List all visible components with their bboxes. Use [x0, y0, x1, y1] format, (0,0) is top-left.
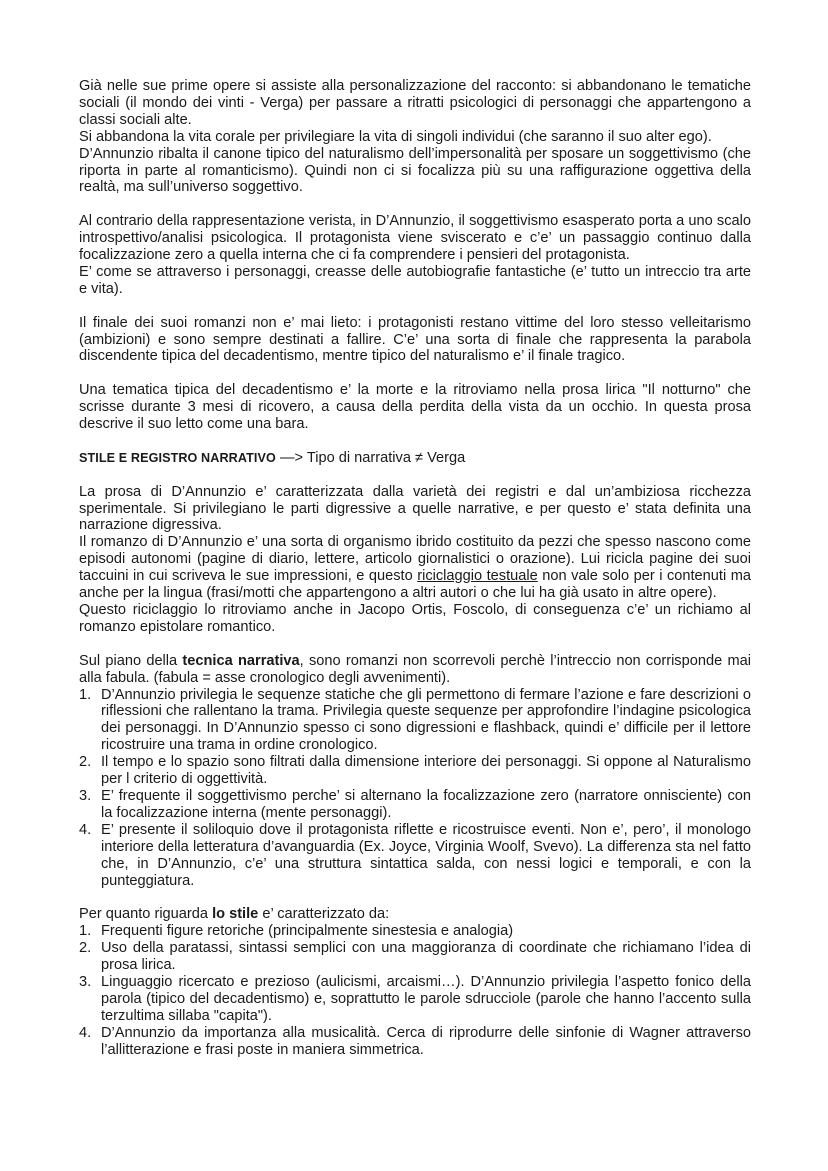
intro-paragraph-1: Già nelle sue prime opere si assiste alla personalizzazione del racconto: si abbandonano le tematiche sociali (il mondo dei vinti - Verga) per passare a ritratti psicologici di personaggi che appartengono a classi sociali alte. [79, 78, 751, 128]
spacer [79, 196, 751, 213]
tecnica-intro-end: , sono romanzi non scorrevoli perchè l’intreccio non corrisponde mai alla fabula. (fabula = asse cronologico degli avvenimenti). [79, 652, 751, 686]
intro-paragraph-2: Si abbandona la vita corale per privilegiare la vita di singoli individui (che saranno il suo alter ego). [79, 128, 712, 145]
stile-intro-end: e’ caratterizzato da: [258, 906, 390, 923]
stile-paragraph-2-end: non vale solo per i contenuti ma anche per la lingua (frasi/motti che appartengono a altri autori o che lui ha già usato in altre opere). [79, 568, 751, 602]
spacer [79, 433, 751, 450]
list-number: 2. [79, 754, 92, 771]
spacer [79, 298, 751, 315]
list-number: 1. [79, 686, 92, 703]
list-item-text: E’ presente il soliloquio dove il protagonista riflette e ricostruisce eventi. Non e’, pero’, il monologo interiore della letteratura d’avanguardia (Ex. Joyce, Virginia Woolf, Svevo). La differenza sta nel fatto che, in D’Annunzio, c’e’ una struttura sintattica salda, con nessi logici e temporali, e con la punteggiatura. [101, 821, 751, 889]
intro-paragraph-6: Il finale dei suoi romanzi non e’ mai lieto: i protagonisti restano vittime del loro stesso velleitarismo (ambizioni) e sono sempre destinati a fallire. C’e’ una sorta di finale che rappresenta la parabola discendente tipica del decadentismo, mentre tipico del naturalismo e’ il finale tragico. [79, 314, 751, 365]
list-number: 4. [79, 1024, 92, 1041]
list-item-text: D’Annunzio privilegia le sequenze statiche che gli permettono di fermare l’azione e fare descrizioni o riflessioni che rallentano la trama. Privilegia queste sequenze per approfondire l’indagine psicologica dei personaggi. In D’Annunzio spesso ci sono digressioni e flashback, quindi e’ difficile per il lettore ricostruire una trama in ordine cronologico. [101, 686, 751, 754]
list-item-text: D’Annunzio da importanza alla musicalità. Cerca di riprodurre delle sinfonie di Wagner attraverso l’allitterazione e frasi poste in maniera simmetrica. [101, 1024, 751, 1058]
spacer [79, 636, 751, 653]
tecnica-intro-start: Sul piano della [79, 652, 183, 669]
spacer [79, 889, 751, 906]
underlined-term: riciclaggio testuale [417, 568, 538, 585]
intro-paragraph-7: Una tematica tipica del decadentismo e’ la morte e la ritroviamo nella prosa lirica "Il notturno" che scrisse durante 3 mesi di ricovero, a causa della perdita della vista da un occhio. In questa prosa descrive il suo letto come una bara. [79, 382, 751, 433]
list-item [79, 923, 751, 940]
list-item-text: Linguaggio ricercato e prezioso (aulicismi, arcaismi…). D’Annunzio privilegia l’aspetto fonico della parola (tipico del decadentismo) e, soprattutto le parole sdrucciole (parole che hanno l’accento sulla terzultima sillaba "capita"). [101, 973, 751, 1024]
section-heading [79, 450, 751, 467]
tecnica-intro [79, 653, 751, 687]
intro-paragraph-3: D’Annunzio ribalta il canone tipico del naturalismo dell’impersonalità per sposare un soggettivismo (che riporta in parte al romanticismo). Quindi non ci si focalizza più su una raffigurazione oggettiva della realtà, ma sull’universo soggettivo. [79, 145, 751, 196]
list-item [79, 754, 751, 788]
intro-paragraph-4: Al contrario della rappresentazione verista, in D’Annunzio, il soggettivismo esasperato porta a uno scalo introspettivo/analisi psicologica. Il protagonista viene sviscerato e c’e’ un passaggio continuo dalla focalizzazione zero a quella interna che ci fa comprendere i pensieri del protagonista. [79, 213, 751, 264]
tecnica-intro-bold: tecnica narrativa [182, 652, 300, 669]
list-item-text: E’ frequente il soggettivismo perche’ si alternano la focalizzazione zero (narratore onnisciente) con la focalizzazione interna (mente personaggi). [101, 787, 751, 821]
list-item-text: Il tempo e lo spazio sono filtrati dalla dimensione interiore dei personaggi. Si oppone al Naturalismo per l criterio di oggettività. [101, 754, 751, 788]
list-item-text: Frequenti figure retoriche (principalmente sinestesia e analogia) [101, 923, 514, 940]
stile-paragraph-1: La prosa di D’Annunzio e’ caratterizzata dalla varietà dei registri e dal un’ambiziosa ricchezza sperimentale. Si privilegiano le parti digressive a quelle narrative, e per questo e’ stata definita una narrazione digressiva. [79, 483, 751, 534]
list-item [79, 974, 751, 1025]
list-number: 2. [79, 940, 92, 957]
section-heading-suffix: —> Tipo di narrativa ≠ Verga [275, 449, 466, 466]
list-number: 3. [79, 973, 92, 990]
document-page [79, 78, 751, 1058]
list-number: 3. [79, 787, 92, 804]
list-number: 4. [79, 821, 92, 838]
stile-list [79, 923, 751, 1058]
list-item [79, 1025, 751, 1059]
spacer [79, 365, 751, 382]
stile-intro [79, 906, 751, 923]
list-item [79, 687, 751, 755]
stile-paragraph-2 [79, 534, 751, 602]
spacer [79, 467, 751, 484]
stile-paragraph-2-start: Il romanzo di D’Annunzio e’ una sorta di organismo ibrido costituito da pezzi che spesso nascono come episodi autonomi (pagine di diario, lettere, articolo giornalistici o orazione). Lui ricicla pagine dei suoi taccuini in cui scriveva le sue impressioni, e questo [79, 534, 751, 585]
stile-intro-bold: lo stile [212, 906, 259, 923]
list-item [79, 940, 751, 974]
intro-paragraph-5: E’ come se attraverso i personaggi, creasse delle autobiografie fantastiche (e’ tutto un intreccio tra arte e vita). [79, 263, 751, 297]
list-item-text: Uso della paratassi, sintassi semplici con una maggioranza di coordinate che richiamano l’idea di prosa lirica. [101, 940, 751, 974]
stile-paragraph-3: Questo riciclaggio lo ritroviamo anche in Jacopo Ortis, Foscolo, di conseguenza c’e’ un richiamo al romanzo epistolare romantico. [79, 602, 751, 635]
stile-intro-start: Per quanto riguarda [79, 906, 213, 923]
list-item [79, 822, 751, 890]
tecnica-list [79, 687, 751, 890]
list-item [79, 788, 751, 822]
section-heading-title: STILE E REGISTRO NARRATIVO [79, 450, 276, 465]
list-number: 1. [79, 923, 92, 940]
